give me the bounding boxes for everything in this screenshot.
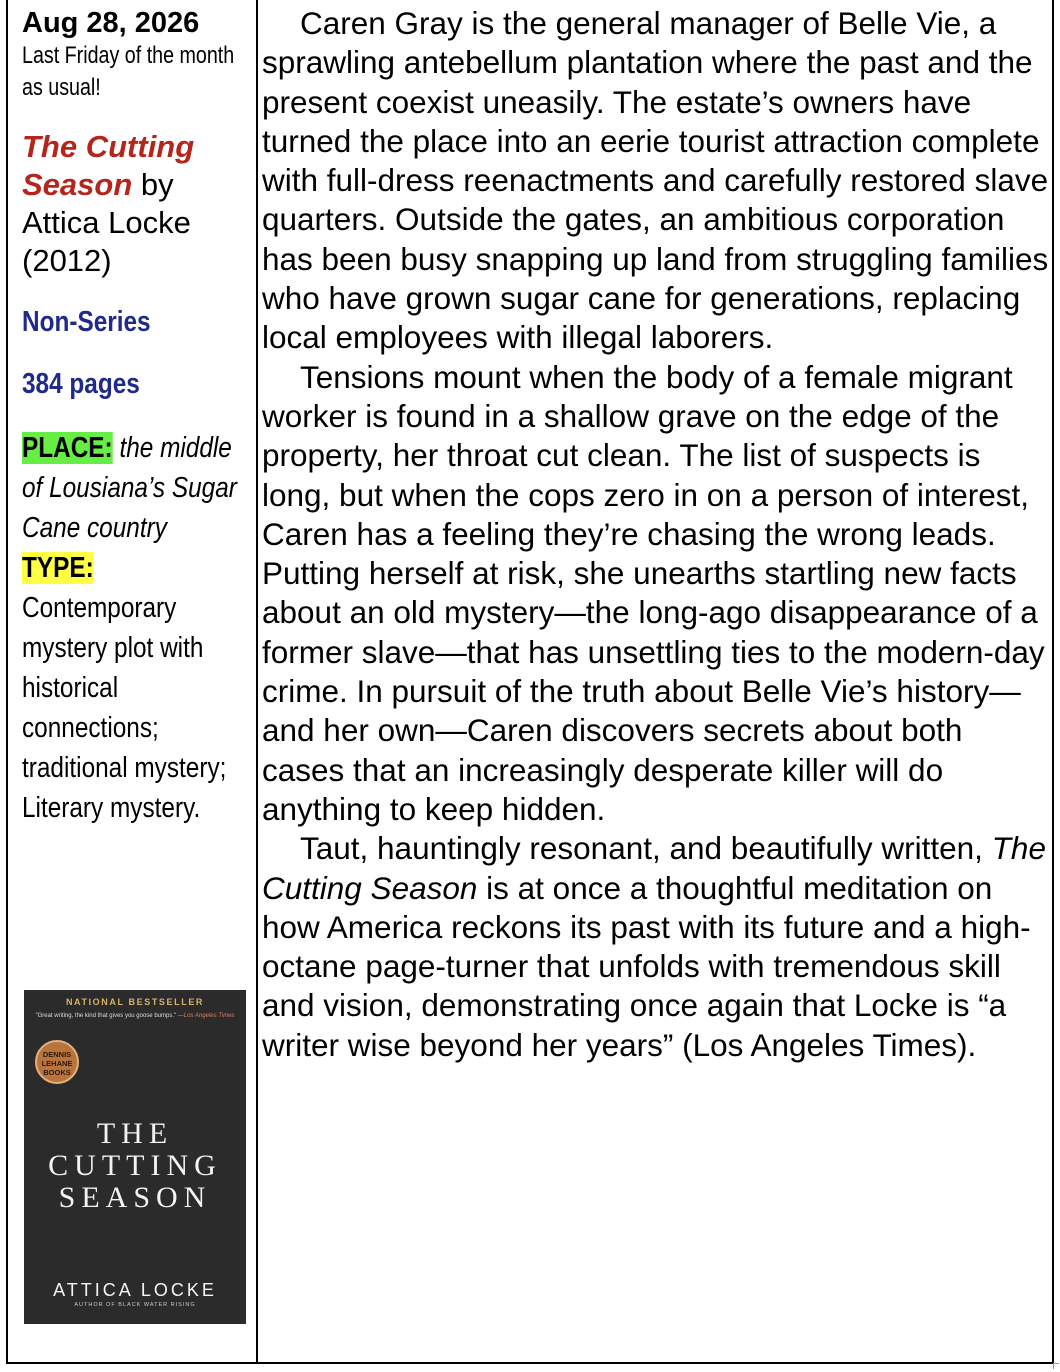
paragraph-text: Taut, hauntingly resonant, and beautifully written, bbox=[300, 830, 992, 867]
publisher-seal: DENNIS LEHANE BOOKS bbox=[35, 1040, 79, 1084]
book-table bbox=[6, 0, 1054, 1364]
place-value: the middle of Lousiana’s Sugar Cane country bbox=[22, 432, 237, 544]
sidebar-column bbox=[22, 6, 248, 828]
page-corner-mark bbox=[1053, 1363, 1059, 1369]
type-value: Contemporary mystery plot with historical connections; traditional mystery; Literary mystery. bbox=[22, 592, 227, 824]
description-paragraph: Tensions mount when the body of a female migrant worker is found in a shallow grave on the edge of the property, her throat cut clean. The list of suspects is long, but when the cops zero in on a person of interest, Caren has a feeling they’re chasing the wrong leads. Putting herself at risk, she unearths startling new facts about an old mystery—the long-ago disappearance of a former slave—that has unsettling ties to the modern-day crime. In pursuit of the truth about Belle Vie’s history—and her own—Caren discovers secrets about both cases that an increasingly desperate killer will do anything to keep hidden. bbox=[262, 358, 1045, 827]
place-entry bbox=[22, 428, 248, 548]
page-count: 384 pages bbox=[22, 368, 140, 400]
cover-quote-text: "Great writing, the kind that gives you goose bumps." bbox=[35, 1013, 178, 1019]
cover-quote-source: —Los Angeles Times bbox=[177, 1013, 235, 1019]
author-year: Attica Locke (2012) bbox=[22, 205, 191, 278]
type-label: TYPE: bbox=[22, 552, 94, 584]
description-paragraph bbox=[262, 829, 1052, 1065]
book-meta bbox=[22, 428, 248, 828]
place-label: PLACE: bbox=[22, 432, 113, 464]
description-paragraph: Caren Gray is the general manager of Belle Vie, a sprawling antebellum plantation where the past and the present coexist uneasily. The estate’s owners have turned the place into an eerie tourist attraction complete with full-dress reenactments and carefully restored slave quarters. Outside the gates, an ambitious corporation has been busy snapping up land from struggling families who have grown sugar cane for generations, replacing local employees with illegal laborers. bbox=[262, 5, 1049, 356]
book-heading bbox=[22, 128, 248, 280]
by-word: by bbox=[132, 167, 174, 202]
cover-title-line: THE bbox=[96, 1117, 174, 1150]
cover-quote bbox=[24, 1013, 246, 1019]
book-cover-image bbox=[24, 990, 246, 1324]
cover-title bbox=[24, 1118, 246, 1214]
cover-subtitle: AUTHOR OF BLACK WATER RISING bbox=[74, 1302, 196, 1308]
description-column bbox=[262, 4, 1052, 1065]
cover-title-line: CUTTING bbox=[48, 1149, 222, 1182]
cover-banner: NATIONAL BESTSELLER bbox=[65, 997, 205, 1007]
italic-book-title: The Cutting Season bbox=[262, 830, 1046, 906]
type-entry bbox=[22, 548, 248, 828]
cover-title-line: SEASON bbox=[58, 1181, 212, 1214]
column-divider bbox=[256, 0, 258, 1362]
book-title: The Cutting Season bbox=[22, 129, 195, 202]
series-label: Non-Series bbox=[22, 306, 151, 338]
meeting-note: Last Friday of the month as usual! bbox=[22, 42, 235, 101]
meeting-date: Aug 28, 2026 bbox=[22, 7, 200, 39]
cover-author: ATTICA LOCKE bbox=[53, 1280, 217, 1300]
paragraph-text: is at once a thoughtful meditation on how America reckons its past with its future and a high-octane page-turner that unfolds with tremendous skill and vision, demonstrating once again that Locke is “a writer wise beyond her years” (Los Angeles Times). bbox=[262, 869, 1031, 1063]
